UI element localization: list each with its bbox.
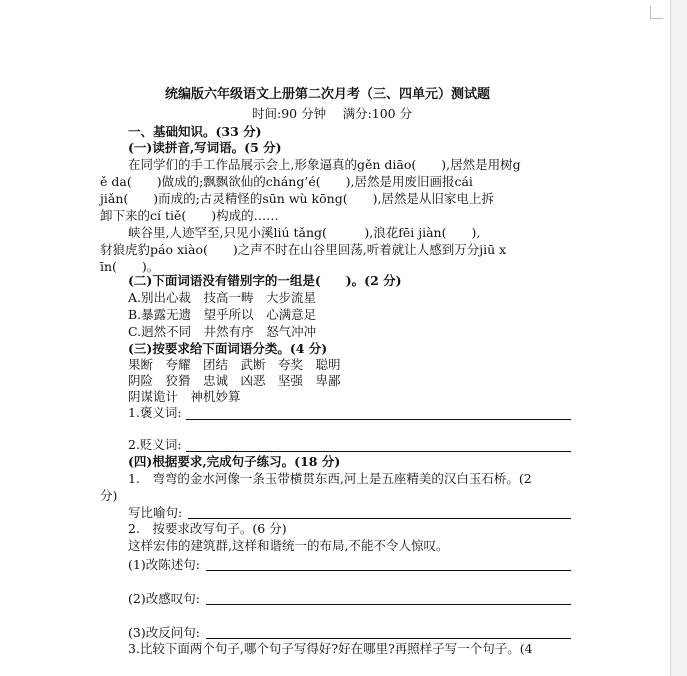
document-title: 统编版六年级语文上册第二次月考（三、四单元）测试题 — [165, 87, 491, 102]
question-1-heading: (一)读拼音,写词语。(5 分) — [128, 140, 282, 155]
commendatory-label: 1.褒义词: — [128, 405, 182, 420]
exclamatory-label: (2)改感叹句: — [128, 591, 200, 606]
rhetorical-answer-line — [206, 638, 571, 639]
simile-label: 写比喻句: — [128, 505, 183, 520]
question-2-option-c: C.迥然不同 井然有序 怒气冲冲 — [128, 324, 317, 339]
question-4-heading: (四)根据要求,完成句子练习。(18 分) — [128, 454, 341, 469]
declarative-answer-line — [206, 570, 571, 571]
rhetorical-label: (3)改反问句: — [128, 625, 200, 640]
question-1-text-line: 在同学们的手工作品展示会上,形象逼真的gěn diāo( ),居然是用树g — [128, 157, 521, 172]
question-1-text-line: 卸下来的cí tiě( )构成的…… — [100, 208, 279, 223]
derogatory-label: 2.贬义词: — [128, 437, 182, 452]
exclamatory-answer-line — [206, 604, 571, 605]
commendatory-answer-line — [186, 419, 571, 420]
derogatory-answer-line — [186, 451, 571, 452]
question-4-item-2-sentence: 这样宏伟的建筑群,这样和谐统一的布局,不能不令人惊叹。 — [128, 538, 449, 553]
question-4-item-3: 3.比较下面两个句子,哪个句子写得好?好在哪里?再照样子写一个句子。(4 — [128, 641, 533, 656]
viewer-scroll-edge[interactable] — [670, 0, 687, 676]
question-1-text-line: ě da( )做成的;飘飘欲仙的cháng’é( ),居然是用废旧画报cái — [100, 174, 473, 189]
word-list-row: 阴险 狡猾 忠诚 凶恶 坚强 卑鄙 — [128, 373, 341, 388]
question-2-heading: (二)下面词语没有错别字的一组是( )。(2 分) — [128, 273, 402, 288]
declarative-label: (1)改陈述句: — [128, 557, 200, 572]
question-4-item-1-cont: 分) — [100, 488, 118, 503]
question-4-item-2: 2. 按要求改写句子。(6 分) — [128, 521, 287, 536]
question-3-heading: (三)按要求给下面词语分类。(4 分) — [128, 341, 328, 356]
question-4-item-1: 1. 弯弯的金水河像一条玉带横贯东西,河上是五座精美的汉白玉石桥。(2 — [128, 471, 532, 486]
question-2-option-b: B.暴露无遗 望乎所以 心满意足 — [128, 307, 317, 322]
question-1-text-line: 峡谷里,人迹罕至,只见小溪liú tǎng( ),浪花fēi jiàn( ), — [128, 225, 481, 240]
question-2-option-a: A.别出心裁 技高一畴 大步流星 — [128, 290, 317, 305]
question-1-text-line: 豺狼虎豹páo xiào( )之声不时在山谷里回荡,听着就让人感到万分jiū x — [100, 242, 507, 257]
question-1-text-line: jiǎn( )而成的;古灵精怪的sūn wù kōng( ),居然是从旧家电上拆 — [100, 191, 494, 206]
page-corner-mark — [650, 6, 663, 19]
simile-answer-line — [188, 518, 571, 519]
question-1-text-line: īn( )。 — [100, 259, 160, 274]
word-list-row: 果断 夸耀 团结 武断 夸奖 聪明 — [128, 357, 341, 372]
word-list-row: 阴谋诡计 神机妙算 — [128, 389, 241, 404]
section-heading-basics: 一、基础知识。(33 分) — [128, 124, 262, 139]
exam-meta: 时间:90 分钟 满分:100 分 — [252, 106, 413, 121]
